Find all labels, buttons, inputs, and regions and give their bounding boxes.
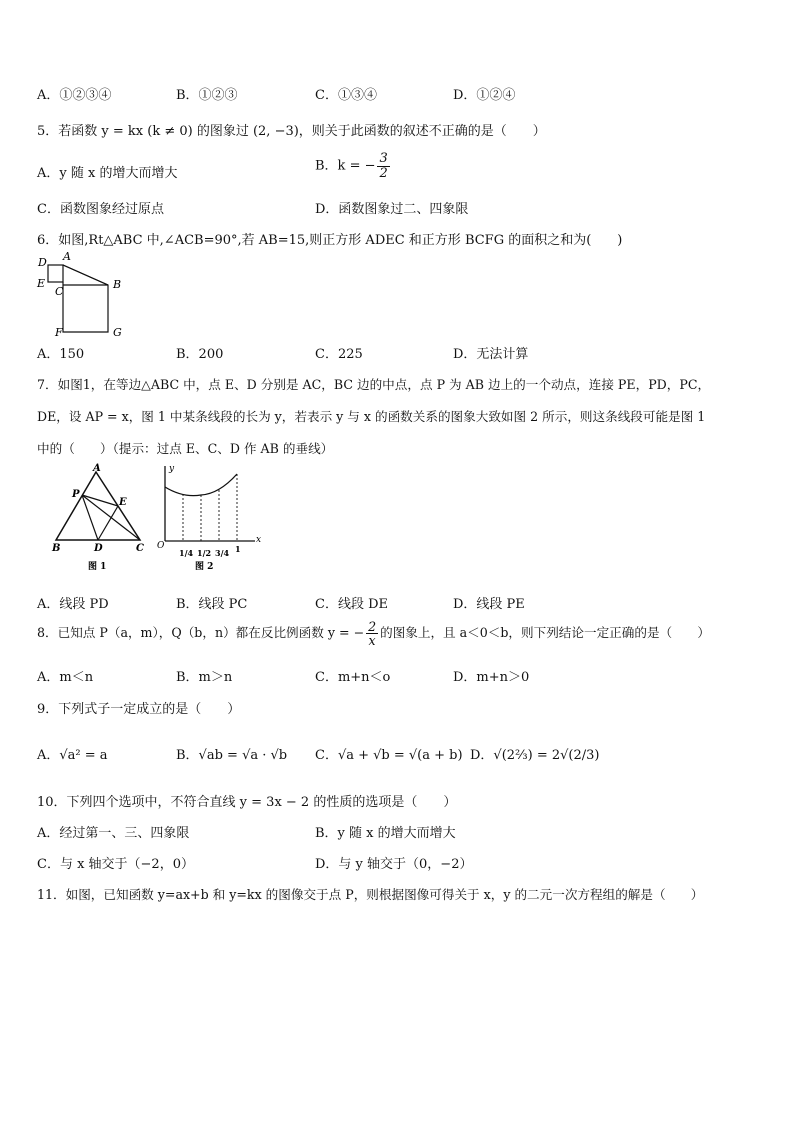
q8-fraction [366, 620, 378, 647]
q6-figure [33, 250, 133, 340]
function-curve [165, 474, 237, 496]
q5-option-b-fraction [377, 152, 389, 180]
hypotenuse-ab [63, 265, 108, 285]
q8-option-b: B．m＞n [176, 670, 233, 685]
q6-option-a: A．150 [37, 347, 85, 362]
q9-option-b: B．√ab = √a · √b [176, 748, 288, 763]
fig1-label-p: P [72, 489, 80, 500]
q4-option-d: D．①②④ [453, 88, 516, 103]
fig2-label-x: x [256, 535, 262, 545]
q5-b-numerator: 3 [379, 151, 388, 166]
tick-three-quarter: 3/4 [215, 548, 230, 558]
q9-option-a: A．√a² = a [37, 748, 108, 763]
q10-option-d: D．与 y 轴交于（0，−2） [315, 857, 473, 872]
q5-b-denominator: 2 [379, 165, 388, 181]
q7-figure-1 [38, 462, 150, 574]
fig1-label-a: A [93, 463, 101, 474]
fig2-caption: 图 2 [195, 562, 214, 572]
q8-option-d: D．m+n＞0 [453, 670, 530, 685]
q10-option-c: C．与 x 轴交于（−2，0） [37, 857, 194, 872]
tick-one: 1 [235, 544, 241, 554]
q8-option-c: C．m+n＜o [315, 670, 391, 685]
q10-option-a: A．经过第一、三、四象限 [37, 826, 190, 841]
q8-stem-b: 的图象上，且 a＜0＜b，则下列结论一定正确的是（ ） [380, 625, 710, 641]
q9-option-d: D．√(2⅔) = 2√(2/3) [470, 748, 600, 763]
q8-stem [37, 620, 710, 647]
label-e: E [37, 277, 46, 290]
fig2-label-y: y [169, 464, 175, 474]
q10-stem: 10．下列四个选项中，不符合直线 y = 3x − 2 的性质的选项是（ ） [37, 795, 457, 810]
fig1-label-e: E [119, 497, 127, 508]
q6-stem: 6．如图,Rt△ABC 中,∠ACB=90°,若 AB=15,则正方形 ADEC 和正方形 BCFG 的面积之和为( ) [37, 233, 623, 248]
fig2-label-o: O [157, 541, 165, 551]
q6-option-d: D．无法计算 [453, 347, 529, 362]
q8-frac-numerator: 2 [368, 619, 377, 634]
fig1-label-c: C [136, 543, 144, 554]
q7-option-a: A．线段 PD [37, 597, 109, 612]
q7-option-b: B．线段 PC [176, 597, 248, 612]
q5-option-a: A．y 随 x 的增大而增大 [37, 166, 178, 181]
label-c: C [55, 285, 64, 298]
q7-figure-2 [155, 462, 267, 574]
q7-line-3: 中的（ ）（提示：过点 E、C、D 作 AB 的垂线） [37, 441, 334, 456]
tick-half: 1/2 [197, 548, 212, 558]
q7-line-1: 7．如图1，在等边△ABC 中，点 E、D 分别是 AC，BC 边的中点，点 P 为 AB 边上的一个动点，连接 PE，PD，PC， [37, 377, 711, 392]
label-d: D [38, 256, 47, 269]
q7-option-d: D．线段 PE [453, 597, 525, 612]
q5-option-b [315, 152, 392, 180]
fig1-label-b: B [52, 543, 61, 554]
q6-option-c: C．225 [315, 347, 363, 362]
label-g: G [113, 326, 122, 339]
q5-option-b-prefix: B．k = − [315, 158, 376, 174]
q11-stem: 11．如图，已知函数 y=ax+b 和 y=kx 的图像交于点 P，则根据图像可得关于 x，y 的二元一次方程组的解是（ ） [37, 887, 704, 902]
q8-stem-a: 8．已知点 P（a，m），Q（b，n）都在反比例函数 y = − [37, 625, 365, 641]
q4-option-a: A．①②③④ [37, 88, 112, 103]
q9-stem: 9．下列式子一定成立的是（ ） [37, 702, 241, 717]
fig1-caption: 图 1 [88, 562, 107, 572]
q7-line-2: DE，设 AP = x，图 1 中某条线段的长为 y，若表示 y 与 x 的函数关系的图象大致如图 2 所示，则这条线段可能是图 1 [37, 409, 706, 424]
tick-quarter: 1/4 [179, 548, 194, 558]
fig1-label-d: D [94, 543, 103, 554]
q8-frac-denominator: x [368, 633, 376, 649]
label-b: B [113, 278, 122, 291]
q7-option-c: C．线段 DE [315, 597, 388, 612]
label-a: A [63, 250, 71, 263]
square-adec [48, 265, 63, 282]
q10-option-b: B．y 随 x 的增大而增大 [315, 826, 456, 841]
q5-option-c: C．函数图象经过原点 [37, 202, 164, 217]
q9-option-c: C．√a + √b = √(a + b) [315, 748, 463, 763]
segment-de [98, 506, 118, 540]
q6-option-b: B．200 [176, 347, 224, 362]
q4-option-b: B．①②③ [176, 88, 238, 103]
q5-stem: 5．若函数 y = kx (k ≠ 0) 的图象过 (2, −3)，则关于此函数的叙述不正确的是（ ） [37, 124, 546, 139]
q8-option-a: A．m＜n [37, 670, 94, 685]
q5-option-d: D．函数图象过二、四象限 [315, 202, 469, 217]
q4-option-c: C．①③④ [315, 88, 377, 103]
label-f: F [55, 326, 63, 339]
